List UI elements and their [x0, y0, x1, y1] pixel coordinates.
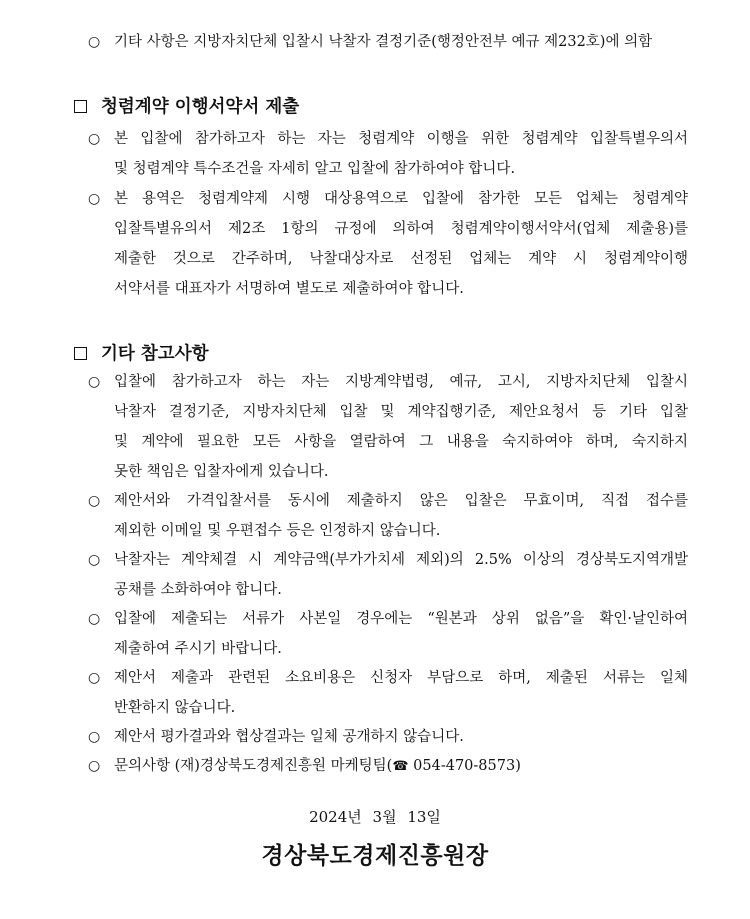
bullet-circle-icon: ○	[88, 729, 101, 745]
intro-text: 기타 사항은 지방자치단체 입찰시 낙찰자 결정기준(행정안전부 예규 제232호)에 의함	[114, 34, 653, 50]
bullet-circle-icon: ○	[88, 191, 101, 207]
section1-item-2-line-4: 서약서를 대표자가 서명하여 별도로 제출하여야 합니다.	[114, 281, 464, 297]
section-title-other-notes	[74, 340, 209, 368]
intro-item	[88, 27, 688, 57]
section2-item-1-line-2: 낙찰자 결정기준, 지방자치단체 입찰 및 계약집행기준, 제안요청서 등 기타 입찰	[114, 404, 688, 420]
section2-item-2-line-1: ○ 제안서와 가격입찰서를 동시에 제출하지 않은 입찰은 무효이며, 직접 접수를	[88, 486, 688, 516]
checkbox-square-icon	[74, 100, 87, 113]
issue-date: 2024년 3월 13일	[309, 808, 441, 826]
section2-item-1-line-3: 및 계약에 필요한 모든 사항을 열람하여 그 내용을 숙지하여야 하며, 숙지하지	[114, 434, 688, 450]
section2-item-1-line-1: ○ 입찰에 참가하고자 하는 자는 지방계약법령, 예규, 고시, 지방자치단체 입찰시	[88, 367, 688, 397]
bullet-circle-icon: ○	[88, 131, 101, 147]
section1-item-1-line-1: ○ 본 입찰에 참가하고자 하는 자는 청렴계약 이행을 위한 청렴계약 입찰특별우의서	[88, 124, 688, 154]
phone-number: 054-470-8573)	[408, 758, 521, 774]
section1-item-2-line-2: 입찰특별유의서 제2조 1항의 규정에 의하여 청렴계약이행서약서(업체 제출용)를	[114, 221, 688, 237]
section2-item-2-line-2: 제외한 이메일 및 우편접수 등은 인정하지 않습니다.	[114, 523, 441, 539]
section2-item-3-line-1: ○ 낙찰자는 계약체결 시 계약금액(부가가치세 제외)의 2.5% 이상의 경상북도지역개발	[88, 545, 688, 575]
section2-item-4-line-1: ○ 입찰에 제출되는 서류가 사본일 경우에는 “원본과 상위 없음”을 확인·날인하여	[88, 604, 688, 634]
section-title-integrity-pledge	[74, 93, 299, 121]
section2-item-4-line-2: 제출하여 주시기 바랍니다.	[114, 641, 282, 657]
section1-item-1-line-2: 및 청렴계약 특수조건을 자세히 알고 입찰에 참가하여야 합니다.	[114, 161, 516, 177]
bullet-circle-icon: ○	[88, 493, 101, 509]
section2-title-text: 기타 참고사항	[101, 344, 209, 364]
bullet-circle-icon: ○	[88, 552, 101, 568]
bullet-circle-icon: ○	[88, 611, 101, 627]
checkbox-square-icon	[74, 347, 87, 360]
section2-item-5-line-2: 반환하지 않습니다.	[114, 700, 236, 716]
phone-icon: ☎	[392, 759, 409, 774]
section2-item-7-contact: ○ 문의사항 (재)경상북도경제진흥원 마케팅팀(☎ 054-470-8573)	[88, 751, 688, 782]
section2-item-1-line-4: 못한 책임은 입찰자에게 있습니다.	[114, 464, 329, 480]
section2-item-3-line-2: 공채를 소화하여야 합니다.	[114, 582, 282, 598]
bullet-circle-icon: ○	[88, 374, 101, 390]
bullet-circle-icon: ○	[88, 34, 101, 50]
section1-title-text: 청렴계약 이행서약서 제출	[101, 97, 300, 117]
section2-item-5-line-1: ○ 제안서 제출과 관련된 소요비용은 신청자 부담으로 하며, 제출된 서류는 일체	[88, 663, 688, 693]
section1-item-2-line-1: ○ 본 용역은 청렴계약제 시행 대상용역으로 입찰에 참가한 모든 업체는 청렴계약	[88, 184, 688, 214]
bullet-circle-icon: ○	[88, 670, 101, 686]
bullet-circle-icon: ○	[88, 758, 101, 774]
issuer-name: 경상북도경제진흥원장	[261, 843, 489, 869]
section1-item-2-line-3: 제출한 것으로 간주하며, 낙찰대상자로 선정된 업체는 계약 시 청렴계약이행	[114, 251, 688, 267]
section2-item-6-line-1: ○ 제안서 평가결과와 협상결과는 일체 공개하지 않습니다.	[88, 722, 688, 752]
